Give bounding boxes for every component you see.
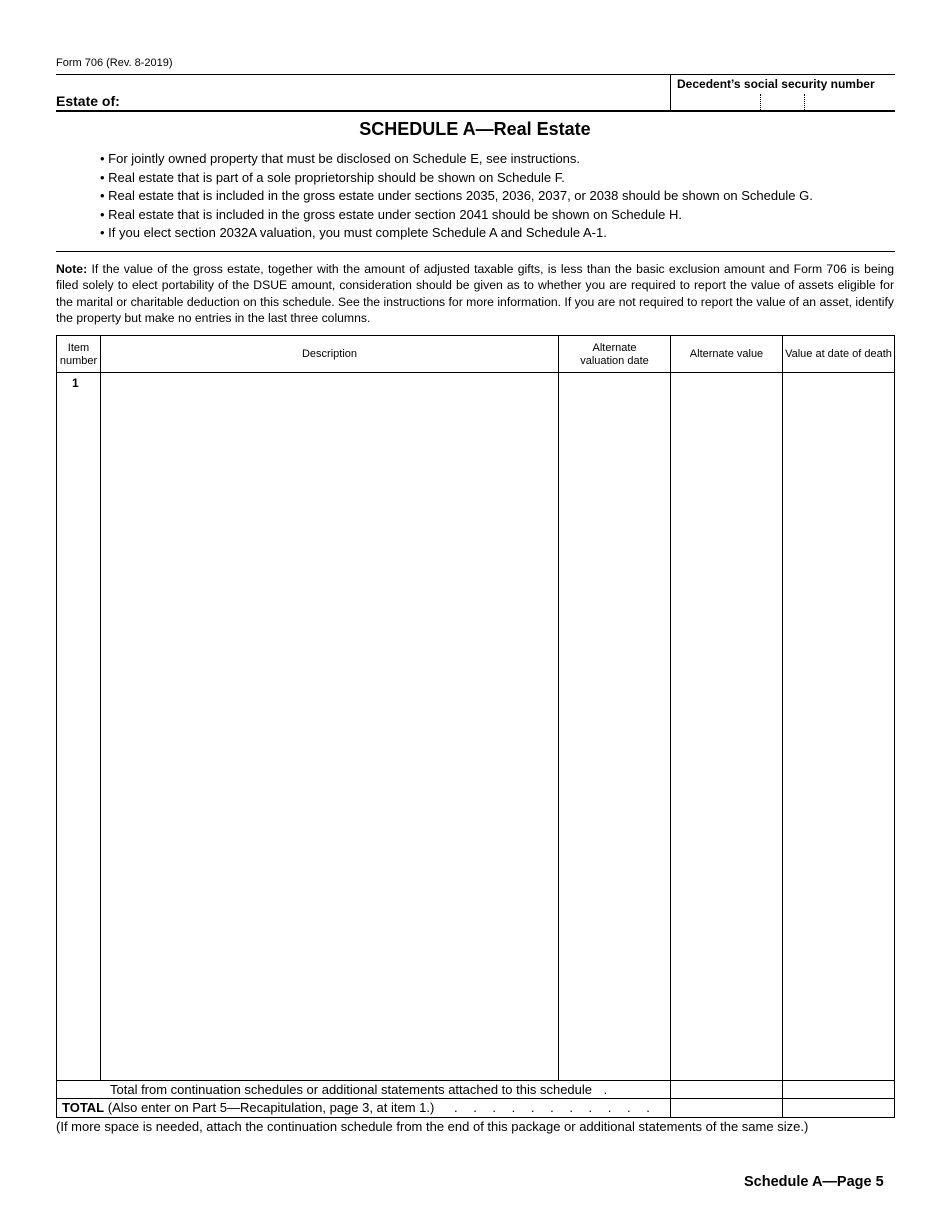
header-bottom-rule xyxy=(56,110,895,112)
section-divider xyxy=(56,251,895,252)
continuation-note: (If more space is needed, attach the continuation schedule from the end of this package or additional statements of the same size.) xyxy=(56,1119,809,1134)
ssn-field[interactable] xyxy=(672,93,894,109)
total-leader: . . . . . . . . . . . xyxy=(453,1100,656,1115)
instruction-item: • Real estate that is included in the gross estate under sections 2035, 2036, 2037, or 2038 should be shown on Schedule G. xyxy=(100,188,813,203)
note-paragraph xyxy=(56,261,894,326)
ssn-label: Decedent’s social security number xyxy=(677,77,875,91)
continuation-total-row xyxy=(110,1082,607,1097)
total-label: TOTAL xyxy=(62,1100,105,1115)
page-footer: Schedule A—Page 5 xyxy=(744,1174,884,1190)
header-alternate-value: Alternate value xyxy=(689,348,764,360)
continuation-alternate-value-field[interactable] xyxy=(672,1082,781,1097)
header-item-number-line1: Item xyxy=(67,342,90,354)
instruction-list xyxy=(100,150,813,243)
value-at-death-field[interactable] xyxy=(784,374,893,1079)
note-label: Note: xyxy=(56,262,88,276)
schedule-title: SCHEDULE A—Real Estate xyxy=(359,119,591,139)
instruction-item: • For jointly owned property that must be disclosed on Schedule E, see instructions. xyxy=(100,151,581,166)
table-total-rule xyxy=(56,1098,895,1099)
header-value-at-death: Value at date of death xyxy=(785,348,892,360)
total-description: (Also enter on Part 5—Recapitulation, page 3, at item 1.) xyxy=(104,1100,435,1115)
alternate-value-field[interactable] xyxy=(672,374,781,1079)
header-item-number-line2: number xyxy=(59,354,98,367)
col-rule-item xyxy=(100,335,101,1081)
continuation-total-label: Total from continuation schedules or additional statements attached to this schedule xyxy=(110,1082,593,1097)
item-number-1: 1 xyxy=(72,376,79,390)
note-text: If the value of the gross estate, together with the amount of adjusted taxable gifts, is less than the basic exclusion amount and Form 706 is being filed solely to elect portability of the DSUE amount, consideration should be given as to whether you are required to report the value of assets eligible for the marital or charitable deduction on this schedule. See the instructions for more information. If you are not required to report the value of an asset, identify the property but make no entries in the last three columns. xyxy=(56,262,894,325)
header-description: Description xyxy=(301,348,358,360)
header-top-rule xyxy=(56,74,895,75)
instruction-item: • Real estate that is part of a sole proprietorship should be shown on Schedule F. xyxy=(100,169,565,185)
ssn-separator xyxy=(804,94,805,110)
header-alt-valuation-date xyxy=(559,342,670,367)
col-rule-alt-value xyxy=(782,335,783,1117)
continuation-value-at-death-field[interactable] xyxy=(784,1082,893,1097)
header-alt-valuation-date-line1: Alternate xyxy=(592,342,637,354)
header-alt-valuation-date-line2: valuation date xyxy=(580,354,649,367)
total-value-at-death-field[interactable] xyxy=(784,1100,893,1115)
estate-of-label: Estate of: xyxy=(56,93,120,109)
ssn-separator xyxy=(760,94,761,110)
total-alternate-value-field[interactable] xyxy=(672,1100,781,1115)
alt-valuation-date-field[interactable] xyxy=(560,374,669,1079)
table-header-rule xyxy=(56,372,895,373)
header-item-number xyxy=(57,342,100,367)
col-rule-description xyxy=(558,335,559,1081)
instruction-item: • If you elect section 2032A valuation, you must complete Schedule A and Schedule A-1. xyxy=(100,225,607,240)
description-field[interactable] xyxy=(102,374,557,1079)
table-body-bottom-rule xyxy=(56,1080,895,1081)
continuation-leader: . xyxy=(603,1082,608,1097)
total-row xyxy=(62,1100,656,1115)
form-revision: Form 706 (Rev. 8-2019) xyxy=(56,57,173,69)
instruction-item: • Real estate that is included in the gross estate under section 2041 should be shown on Schedule H. xyxy=(100,206,682,222)
estate-name-field[interactable] xyxy=(130,90,665,108)
col-rule-alt-date xyxy=(670,335,671,1117)
ssn-box-divider xyxy=(670,74,671,111)
